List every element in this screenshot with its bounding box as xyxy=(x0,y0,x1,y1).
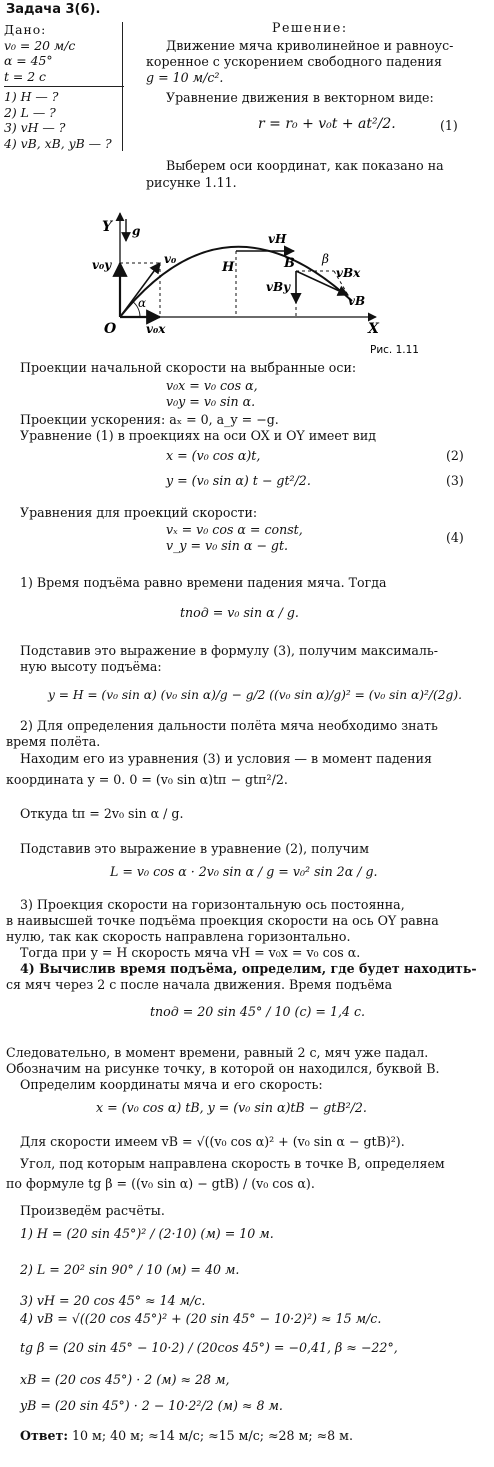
body-text: Проекции ускорения: aₓ = 0, a_y = −g. xyxy=(20,412,279,427)
label-v0y: v₀y xyxy=(92,258,112,272)
formula: y = H = (v₀ sin α) (v₀ sin α)/g − g/2 ((v₀ sin α)/g)² = (v₀ sin α)²/(2g). xyxy=(48,688,462,702)
answer-label: Ответ: xyxy=(20,1428,68,1443)
calc-line: 4) vB = √((20 cos 45°)² + (20 sin 45° − 10·2)²) ≈ 15 м/с. xyxy=(20,1311,382,1326)
solution-text: Выберем оси координат, как показано на xyxy=(166,158,444,173)
label-y: Y xyxy=(102,219,112,235)
body-text: Следовательно, в момент времени, равный 2 с, мяч уже падал. xyxy=(6,1045,429,1060)
body-text: Определим координаты мяча и его скорость: xyxy=(20,1077,323,1092)
label-g: g xyxy=(132,224,141,238)
body-text: 2) Для определения дальности полёта мяча необходимо знать xyxy=(20,718,438,733)
given-label: Дано: xyxy=(4,22,47,37)
body-text: Тогда при y = H скорость мяча vH = v₀x = v₀ cos α. xyxy=(20,945,361,960)
equation-number: (3) xyxy=(446,473,464,488)
equation-number: (2) xyxy=(446,448,464,463)
formula: v₀x = v₀ cos α, xyxy=(166,378,258,393)
body-text: ную высоту подъёма: xyxy=(20,659,162,674)
formula: x = (v₀ cos α) tB, y = (v₀ sin α)tB − gtB²/2. xyxy=(96,1100,367,1115)
body-text: в наивысшей точке подъёма проекция скорости на ось OY равна xyxy=(6,913,439,928)
body-text: по формуле tg β = ((v₀ sin α) − gtB) / (v₀ cos α). xyxy=(6,1176,315,1191)
body-text: Проекции начальной скорости на выбранные оси: xyxy=(20,360,357,375)
calc-line: 1) H = (20 sin 45°)² / (2·10) (м) = 10 м. xyxy=(20,1226,274,1241)
calc-line: xB = (20 cos 45°) · 2 (м) ≈ 28 м, xyxy=(20,1372,230,1387)
calc-line: tg β = (20 sin 45° − 10·2) / (20cos 45°) = −0,41, β ≈ −22°, xyxy=(20,1340,398,1355)
body-text: Находим его из уравнения (3) и условия — в момент падения xyxy=(20,751,432,766)
find-item: 2) L — ? xyxy=(4,104,56,120)
label-v0x: v₀x xyxy=(146,322,166,336)
label-beta: β xyxy=(322,252,329,266)
body-text: Для скорости имеем vB = √((v₀ cos α)² + (v₀ sin α − gtB)²). xyxy=(20,1134,405,1149)
calc-line: 2) L = 20² sin 90° / 10 (м) = 40 м. xyxy=(20,1262,240,1277)
answer-line xyxy=(20,1428,353,1443)
body-text: Уравнения для проекций скорости: xyxy=(20,505,258,520)
body-text: Произведём расчёты. xyxy=(20,1203,165,1218)
body-text: ся мяч через 2 с после начала движения. Время подъёма xyxy=(6,977,393,992)
find-item: 4) vB, xB, yB — ? xyxy=(4,135,112,151)
formula: v_y = v₀ sin α − gt. xyxy=(166,538,289,553)
formula: vₓ = v₀ cos α = const, xyxy=(166,522,303,537)
solution-text: коренное с ускорением свободного падения xyxy=(146,54,442,69)
body-text: Угол, под которым направлена скорость в точке B, определяем xyxy=(20,1156,445,1171)
body-text: координата y = 0. 0 = (v₀ sin α)tп − gtп²/2. xyxy=(6,772,288,787)
label-vby: vBy xyxy=(266,280,291,294)
body-text: время полёта. xyxy=(6,734,101,749)
body-text: 4) Вычислив время подъёма, определим, где будет находить- xyxy=(20,961,477,976)
body-text: 3) Проекция скорости на горизонтальную ось постоянна, xyxy=(20,897,405,912)
label-alpha: α xyxy=(138,296,147,310)
equation-number: (4) xyxy=(446,530,464,545)
equation-number: (1) xyxy=(440,118,458,133)
solution-text: рисунке 1.11. xyxy=(146,175,237,190)
body-text: Подставив это выражение в формулу (3), получим максималь- xyxy=(20,643,438,658)
body-text: Откуда tп = 2v₀ sin α / g. xyxy=(20,806,184,821)
calc-line: yB = (20 sin 45°) · 2 − 10·2²/2 (м) ≈ 8 м. xyxy=(20,1398,283,1413)
label-vbx: vBx xyxy=(336,266,361,280)
formula: L = v₀ cos α · 2v₀ sin α / g = v₀² sin 2α / g. xyxy=(110,864,378,879)
solution-text: Уравнение движения в векторном виде: xyxy=(166,90,434,105)
answer-text: 10 м; 40 м; ≈14 м/с; ≈15 м/с; ≈28 м; ≈8 м. xyxy=(72,1428,353,1443)
label-h: H xyxy=(222,260,235,275)
equation-1: r = r₀ + v₀t + at²/2. xyxy=(258,116,396,132)
figure-caption: Рис. 1.11 xyxy=(370,344,419,355)
given-item: α = 45° xyxy=(4,53,53,68)
given-item: t = 2 с xyxy=(4,68,46,84)
find-item: 3) vH — ? xyxy=(4,120,66,135)
label-vb: vB xyxy=(348,294,366,308)
formula: y = (v₀ sin α) t − gt²/2. xyxy=(166,473,311,488)
label-x: X xyxy=(368,321,379,337)
body-text: Подставив это выражение в уравнение (2), получим xyxy=(20,841,369,856)
given-block xyxy=(4,22,123,151)
task-title: Задача 3(6). xyxy=(6,2,101,17)
body-text: нулю, так как скорость направлена горизонтально. xyxy=(6,929,351,944)
solution-text: Движение мяча криволинейное и равноус- xyxy=(166,38,454,53)
body-text: 1) Время подъёма равно времени падения мяча. Тогда xyxy=(20,575,387,590)
formula: tпод = 20 sin 45° / 10 (с) = 1,4 с. xyxy=(150,1004,366,1019)
trajectory-figure xyxy=(86,205,426,355)
body-text: Обозначим на рисунке точку, в которой он находился, буквой B. xyxy=(6,1061,440,1076)
solution-heading: Решение: xyxy=(272,20,348,35)
formula: v₀y = v₀ sin α. xyxy=(166,394,256,409)
label-o: O xyxy=(104,321,117,337)
formula: x = (v₀ cos α)t, xyxy=(166,448,261,463)
calc-line: 3) vH = 20 cos 45° ≈ 14 м/с. xyxy=(20,1293,206,1308)
solution-text: g = 10 м/с². xyxy=(146,70,224,85)
body-text: Уравнение (1) в проекциях на оси OX и OY имеет вид xyxy=(20,428,377,443)
given-item: v₀ = 20 м/с xyxy=(4,37,76,53)
label-vh: vH xyxy=(268,232,287,246)
label-b: B xyxy=(284,256,295,271)
formula: tпод = v₀ sin α / g. xyxy=(180,605,299,620)
find-item: 1) H — ? xyxy=(4,89,59,104)
label-v0: v₀ xyxy=(164,252,177,266)
